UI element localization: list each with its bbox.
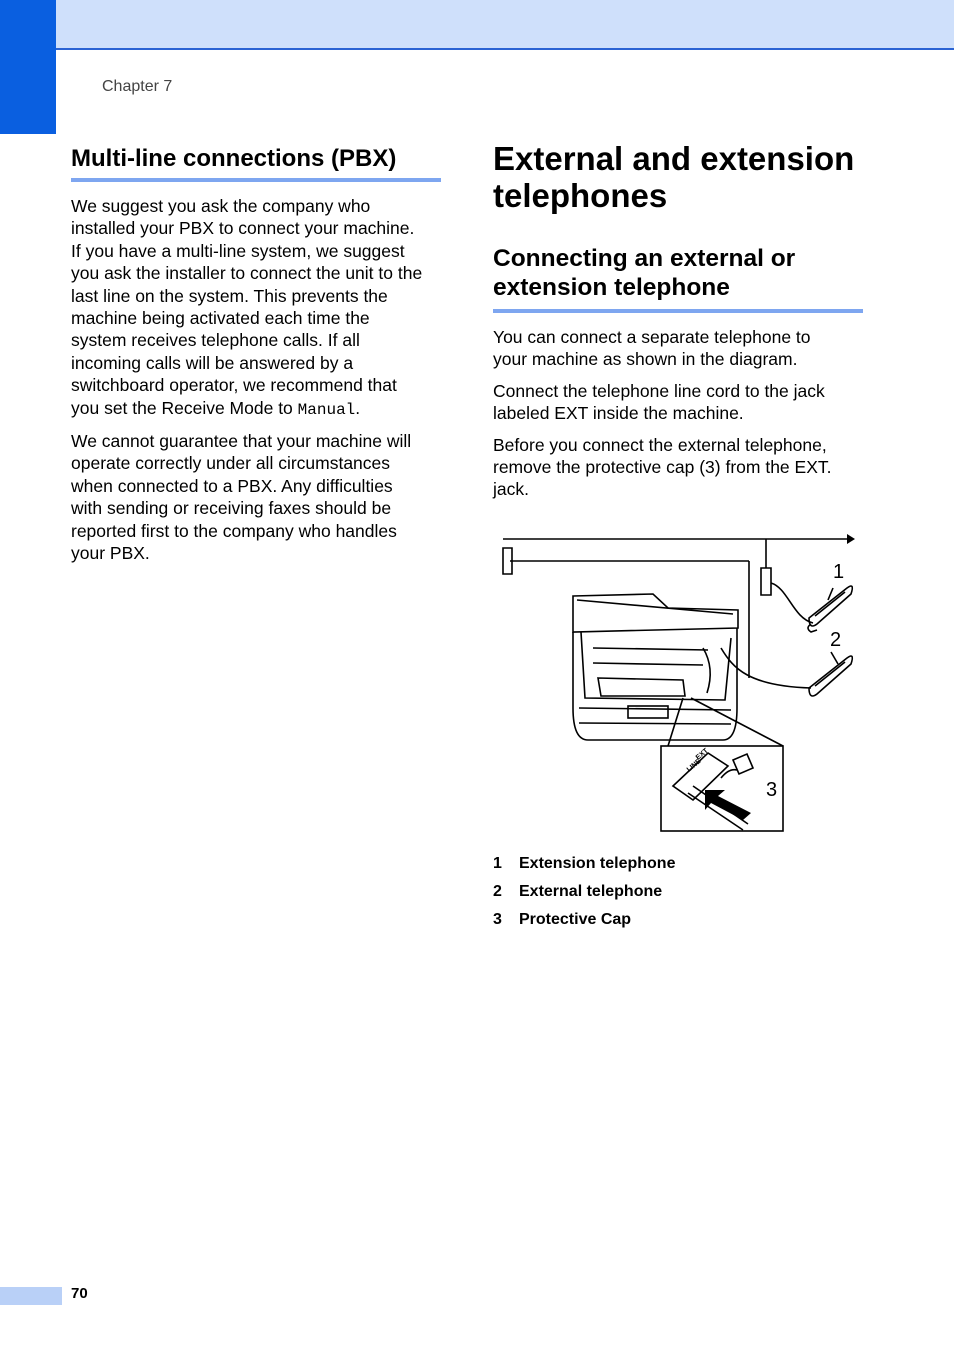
text-line: when connected to a PBX. Any difficulties (71, 475, 393, 496)
text-line: last line on the system. This prevents the (71, 285, 388, 306)
external-phone-cord (721, 648, 811, 688)
text-line: Before you connect the external telephone, (493, 434, 827, 455)
diagram-legend (493, 855, 863, 939)
text-line: system receives telephone calls. If all (71, 330, 360, 351)
pbx-section (71, 144, 441, 565)
text-line: you set the Receive Mode to (71, 397, 298, 418)
text-line: Connect the telephone line cord to the jack (493, 380, 825, 401)
insert-arrow-icon (705, 790, 751, 820)
legend-label: Protective Cap (519, 911, 632, 928)
chapter-tab (0, 0, 56, 134)
header-band (0, 0, 954, 50)
text-line: labeled EXT inside the machine. (493, 403, 744, 424)
title-line: External and extension (493, 140, 855, 177)
arrow-icon (847, 534, 855, 544)
page-number-band (0, 1287, 62, 1305)
text-line: If you have a multi-line system, we suggest (71, 240, 405, 261)
text-line: installed your PBX to connect your machine. (71, 218, 415, 239)
legend-number: 1 (493, 855, 502, 872)
text-line: We suggest you ask the company who (71, 196, 371, 216)
text-line: machine being activated each time the (71, 308, 370, 329)
subheading-line: extension telephone (493, 274, 730, 301)
legend-number: 3 (493, 911, 502, 928)
text-line: operate correctly under all circumstances (71, 453, 391, 474)
pbx-paragraph-1 (71, 195, 441, 421)
pbx-heading: Multi-line connections (PBX) (71, 145, 397, 172)
title-line: telephones (493, 177, 668, 214)
heading-rule (71, 178, 441, 182)
page-number: 70 (71, 1285, 88, 1302)
text-line: We cannot guarantee that your machine will (71, 431, 412, 452)
callout-3: 3 (766, 779, 778, 801)
text-line: switchboard operator, we recommend that (71, 375, 397, 396)
text-line: remove the protective cap (3) from the EXT. (493, 457, 832, 478)
connect-paragraph-2 (493, 380, 863, 425)
text-line: you ask the installer to connect the unit to the (71, 263, 423, 284)
text-line: reported first to the company who handles (71, 520, 397, 541)
text-line: . (355, 397, 361, 418)
subheading-line: Connecting an external or (493, 245, 796, 272)
subheading (493, 244, 863, 302)
external-telephones-section (493, 140, 863, 501)
chapter-label: Chapter 7 (102, 78, 173, 95)
machine-illustration (573, 594, 783, 746)
legend-item (493, 911, 863, 939)
receive-mode-value: Manual (297, 400, 356, 419)
ext-jack-label: EXT (694, 747, 710, 762)
section-title (493, 140, 863, 214)
text-line: your machine as shown in the diagram. (493, 349, 798, 370)
callout-1: 1 (833, 561, 845, 583)
legend-item (493, 883, 863, 911)
callout-2: 2 (830, 629, 842, 651)
text-line: incoming calls will be answered by a (71, 352, 354, 373)
legend-label: Extension telephone (519, 855, 676, 872)
text-line: with sending or receiving faxes should be (71, 498, 392, 519)
extension-jack-icon (761, 568, 771, 595)
protective-cap-icon (733, 754, 753, 774)
jack-zoom-box (661, 746, 783, 831)
pbx-paragraph-2 (71, 430, 441, 564)
connect-paragraph-1 (493, 326, 863, 371)
legend-label: External telephone (519, 883, 663, 900)
text-line: You can connect a separate telephone to (493, 327, 811, 347)
line-jack-label: LINE (685, 757, 703, 774)
subheading-rule (493, 309, 863, 313)
text-line: jack. (493, 479, 529, 500)
external-telephone-icon (809, 656, 852, 696)
text-line: your PBX. (71, 543, 150, 564)
connect-paragraph-3 (493, 434, 863, 501)
legend-item (493, 855, 863, 883)
legend-number: 2 (493, 883, 502, 900)
connection-diagram (493, 528, 863, 836)
